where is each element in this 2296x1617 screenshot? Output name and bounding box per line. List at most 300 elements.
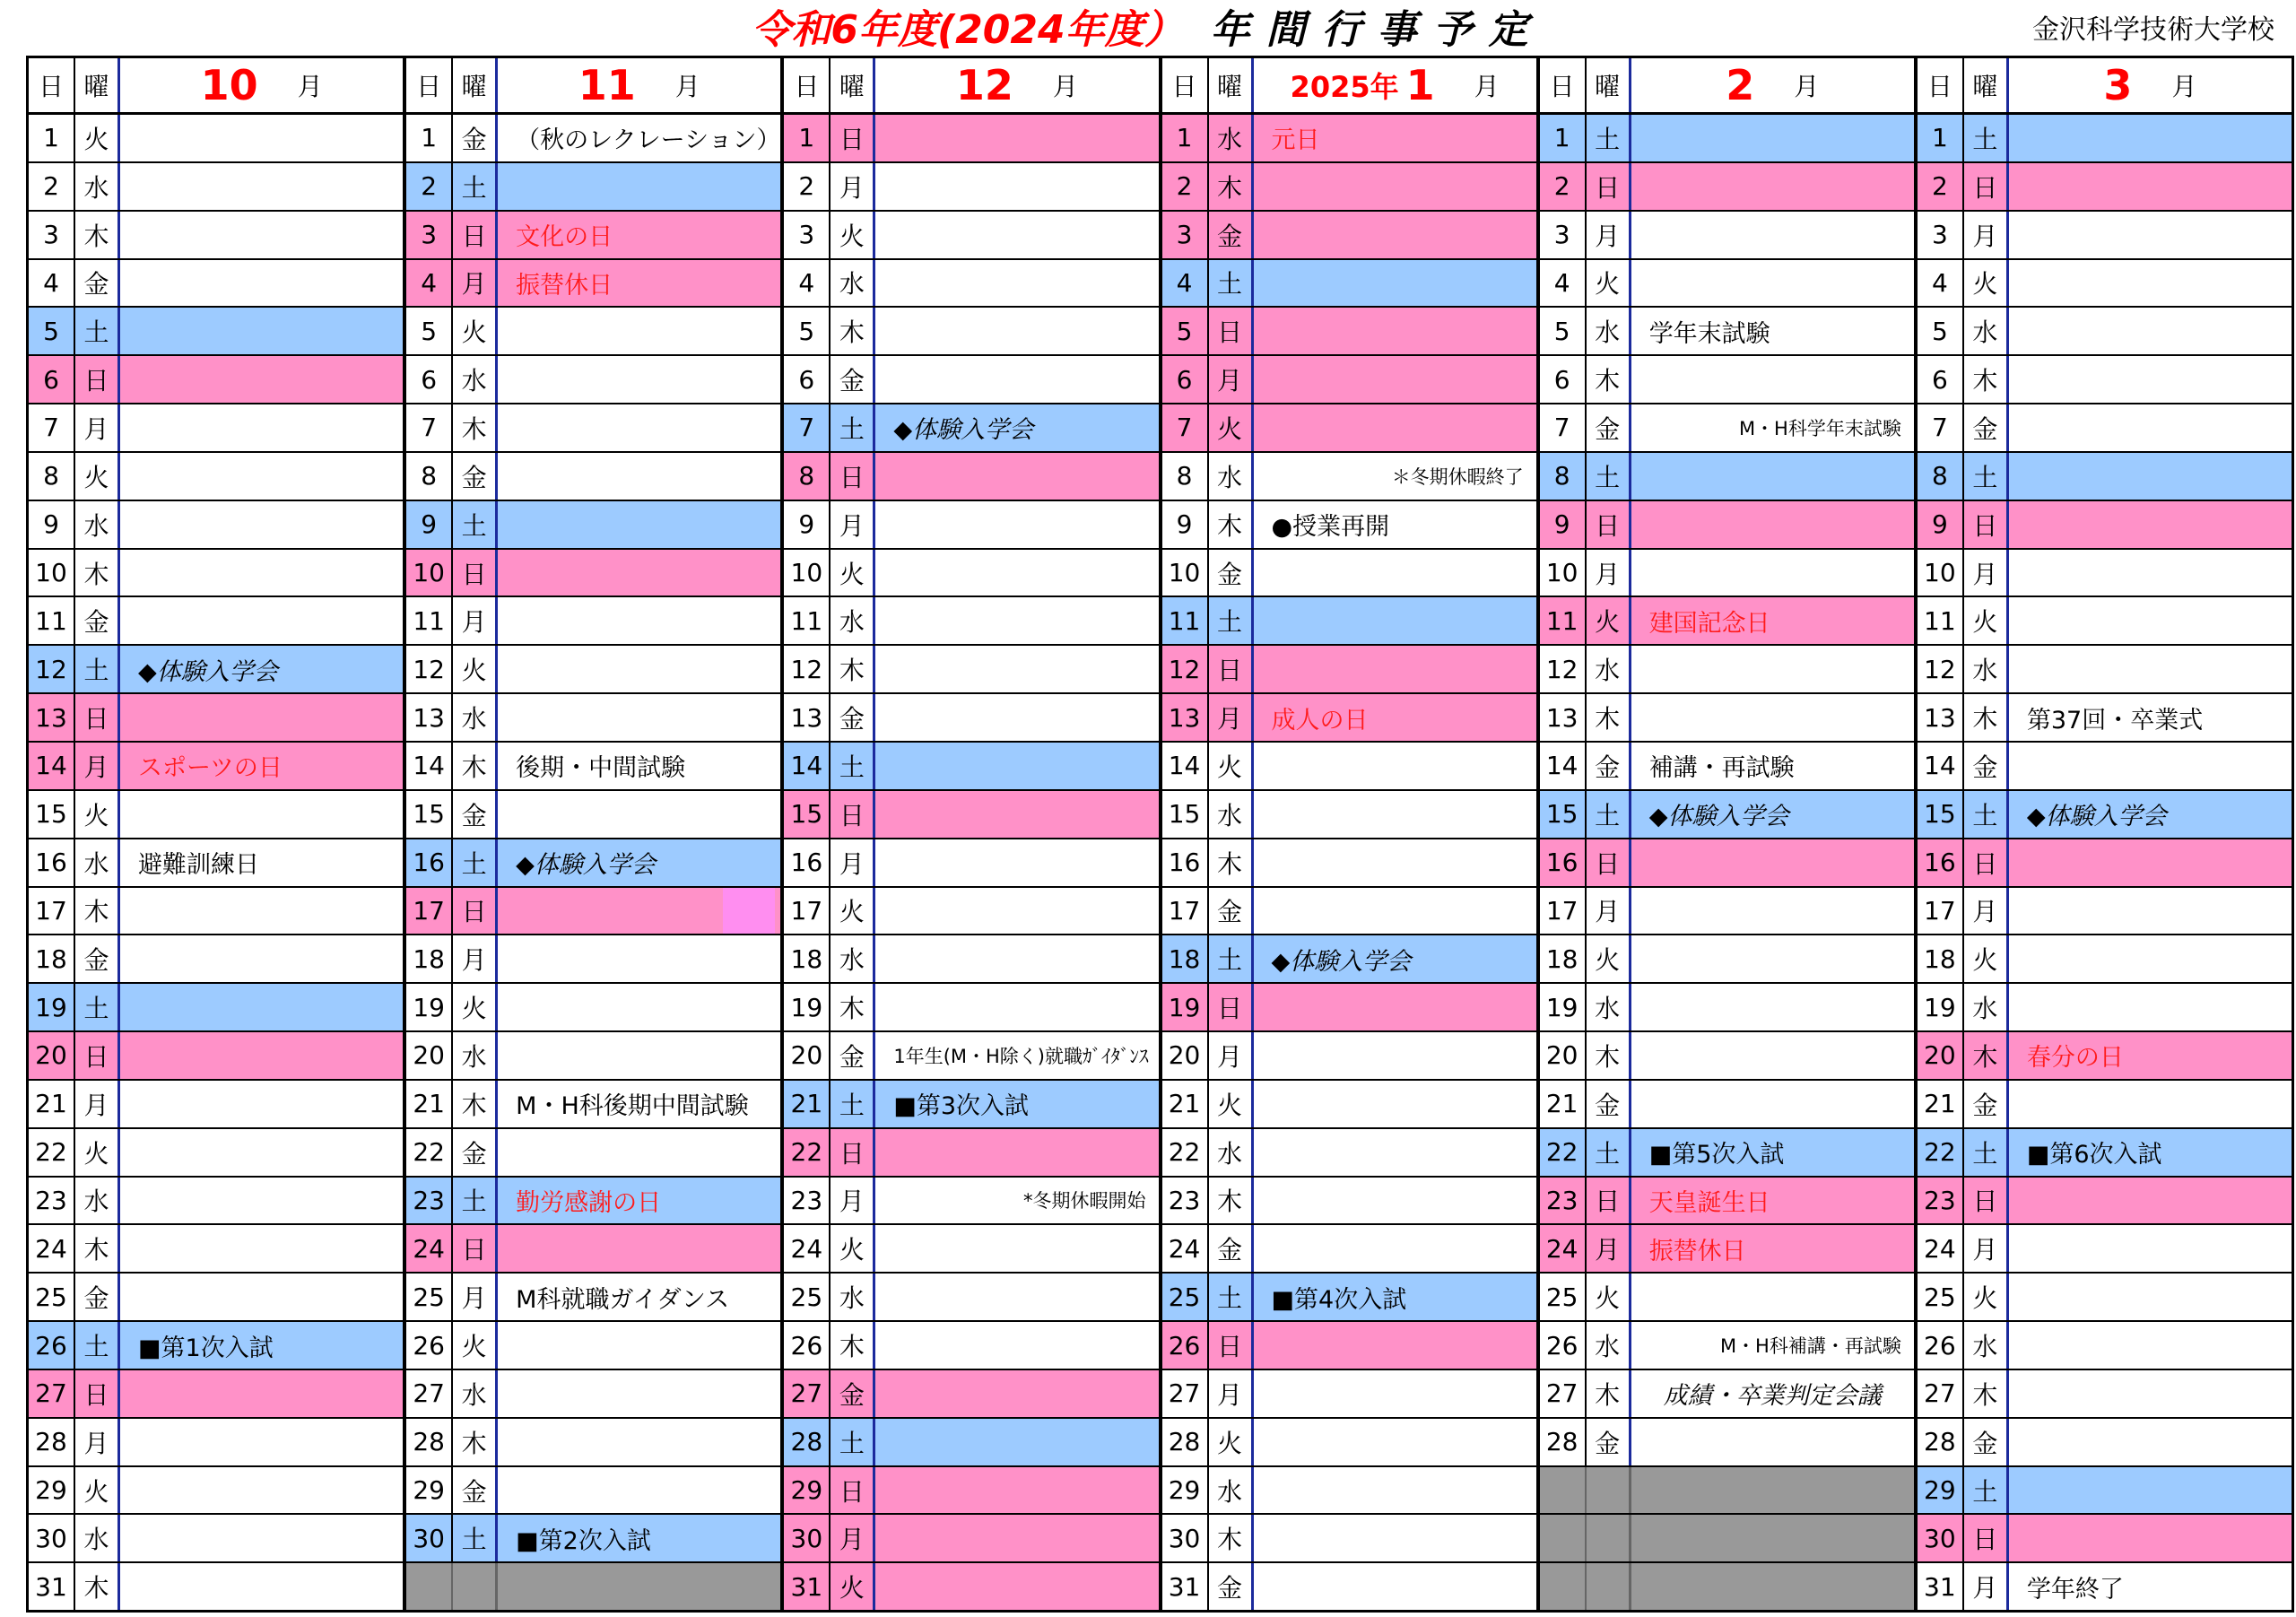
weekday-header: 曜 [1587,58,1631,112]
day-row [406,404,780,453]
event-cell [120,356,403,403]
day-number: 6 [406,356,453,403]
event-cell [1254,839,1536,886]
weekday: 金 [453,1129,498,1176]
event-text: M・H科後期中間試験 [516,1092,749,1121]
day-row [406,984,780,1032]
weekday: 日 [1587,1178,1631,1224]
day-number: 30 [784,1515,831,1561]
weekday: 火 [1209,743,1254,789]
event-cell [120,1370,403,1417]
day-number: 20 [1540,1032,1587,1079]
day-number [1540,1467,1587,1514]
weekday: 日 [1209,308,1254,354]
weekday: 木 [1964,1370,2009,1417]
day-row [406,501,780,550]
day-row [29,646,403,694]
weekday: 日 [1209,1322,1254,1369]
event-cell [875,1032,1158,1079]
day-row [406,888,780,936]
weekday: 土 [1964,453,2009,500]
day-number: 25 [1162,1274,1209,1320]
day-row [784,1178,1158,1226]
day-number: 13 [1162,694,1209,741]
event-cell [1254,356,1536,403]
day-row [406,115,780,163]
day-number: 29 [1162,1467,1209,1514]
day-row [1540,1225,1914,1274]
day-row [406,743,780,791]
day-number: 26 [29,1322,75,1369]
event-cell [1254,404,1536,451]
day-number: 12 [1162,646,1209,692]
event-cell [2009,1419,2292,1465]
day-number: 24 [406,1225,453,1272]
day-number: 27 [29,1370,75,1417]
event-cell [1254,1225,1536,1272]
event-cell [120,1515,403,1561]
weekday: 日 [1964,1178,2009,1224]
weekday: 月 [75,1081,120,1127]
month-title [120,58,403,112]
day-number: 18 [406,935,453,982]
weekday: 月 [1587,888,1631,935]
day-row [1162,1032,1536,1081]
day-number: 31 [1918,1563,1964,1610]
event-cell [120,1274,403,1320]
event-text: スポーツの日 [138,754,283,783]
month-number: 2 [1726,61,1755,109]
day-row [406,1032,780,1081]
weekday: 月 [1209,1370,1254,1417]
event-cell [2009,597,2292,644]
day-row [29,888,403,936]
day-row [1918,1032,2292,1081]
day-row [1162,212,1536,260]
event-cell [498,404,780,451]
weekday: 水 [75,163,120,210]
event-cell [1254,115,1536,161]
event-text: ■第5次入試 [1648,1141,1785,1169]
event-text: 建国記念日 [1648,609,1770,638]
month-title [875,58,1158,112]
event-cell [1631,1129,1914,1176]
weekday: 火 [1964,597,2009,644]
weekday: 日 [453,550,498,596]
day-number: 27 [1162,1370,1209,1417]
weekday: 木 [453,404,498,451]
day-row [29,935,403,984]
weekday: 木 [1964,356,2009,403]
event-cell [498,694,780,741]
event-cell [120,791,403,838]
weekday: 水 [1209,791,1254,838]
weekday: 月 [75,743,120,789]
day-row [784,501,1158,550]
month-number: 1 [1405,61,1435,109]
weekday: 木 [831,984,875,1030]
event-cell [498,115,780,161]
day-row [784,935,1158,984]
event-cell [1254,1370,1536,1417]
event-cell [2009,1129,2292,1176]
day-row [1162,791,1536,839]
day-row [1918,791,2292,839]
day-row [406,694,780,743]
day-row [1918,984,2292,1032]
day-number [1540,1563,1587,1610]
weekday: 土 [75,646,120,692]
day-number: 5 [784,308,831,354]
day-number: 28 [1918,1419,1964,1465]
month-header [29,58,403,115]
day-number: 5 [1162,308,1209,354]
event-cell [1631,646,1914,692]
weekday: 金 [1587,1419,1631,1465]
event-cell [875,743,1158,789]
day-row [1918,743,2292,791]
event-cell [2009,1322,2292,1369]
event-cell [2009,888,2292,935]
event-text: （秋のレクレーション） [516,126,781,155]
day-row [784,1322,1158,1370]
day-row [406,453,780,501]
day-row [406,839,780,888]
day-row [1162,1515,1536,1563]
day-row [784,597,1158,646]
day-row [1162,260,1536,309]
day-row [1540,1129,1914,1178]
month-title [498,58,780,112]
event-cell [875,404,1158,451]
event-cell [498,1515,780,1561]
title-fiscal-year: 令和6年度(2024年度） [752,7,1184,53]
weekday: 木 [75,1225,120,1272]
event-cell [1254,1515,1536,1561]
event-text: 学年末試験 [1648,319,1770,348]
weekday: 火 [1964,935,2009,982]
weekday: 土 [75,984,120,1030]
day-header: 日 [1162,58,1209,112]
event-cell [1631,404,1914,451]
weekday: 月 [1209,356,1254,403]
day-row [1918,115,2292,163]
event-text: ■第1次入試 [138,1334,274,1362]
day-row [1540,308,1914,356]
day-row [406,935,780,984]
day-number: 6 [1918,356,1964,403]
event-cell [1254,1563,1536,1610]
weekday: 木 [453,1081,498,1127]
weekday: 日 [1964,163,2009,210]
weekday: 水 [75,1515,120,1561]
event-cell [498,646,780,692]
weekday: 月 [831,839,875,886]
day-row [1162,694,1536,743]
day-row [1918,1467,2292,1516]
day-number: 11 [29,597,75,644]
day-row [406,1467,780,1516]
day-row [1918,501,2292,550]
day-number: 7 [29,404,75,451]
day-row [1918,1178,2292,1226]
event-cell [2009,453,2292,500]
day-number: 4 [29,260,75,307]
weekday: 日 [1587,163,1631,210]
event-cell [120,935,403,982]
month-column [29,58,406,1610]
weekday: 日 [75,694,120,741]
event-cell [498,1225,780,1272]
event-text: 振替休日 [1648,1237,1746,1265]
weekday: 木 [1209,163,1254,210]
day-row [29,1563,403,1610]
event-cell [2009,260,2292,307]
month-header [1540,58,1914,115]
day-number: 24 [1162,1225,1209,1272]
month-number: 3 [2103,61,2133,109]
event-cell [1631,1563,1914,1610]
weekday: 金 [1964,1419,2009,1465]
empty-day-row [1540,1467,1914,1516]
weekday: 火 [453,984,498,1030]
weekday: 火 [831,1225,875,1272]
day-row [784,1274,1158,1322]
event-cell [120,453,403,500]
event-cell [120,163,403,210]
weekday: 火 [453,1322,498,1369]
day-row [1540,1032,1914,1081]
day-number: 12 [1918,646,1964,692]
day-row [1162,1081,1536,1129]
weekday: 水 [1209,115,1254,161]
event-cell [498,597,780,644]
weekday: 水 [1587,1322,1631,1369]
day-row [406,1419,780,1467]
event-cell [498,1370,780,1417]
day-row [784,260,1158,309]
weekday-header: 曜 [1209,58,1254,112]
day-row [29,453,403,501]
event-cell [498,501,780,548]
month-column [1918,58,2292,1610]
month-days [406,115,780,1610]
day-number: 23 [1540,1178,1587,1224]
weekday: 火 [75,1129,120,1176]
event-cell [1631,935,1914,982]
event-text: 第37回・卒業式 [2026,706,2204,735]
day-number: 15 [1540,791,1587,838]
day-number: 24 [1540,1225,1587,1272]
day-number: 10 [406,550,453,596]
day-row [1918,163,2292,212]
weekday [1587,1467,1631,1514]
event-cell [2009,404,2292,451]
weekday: 金 [1587,743,1631,789]
weekday: 火 [1209,1081,1254,1127]
weekday [453,1563,498,1610]
weekday: 日 [1587,501,1631,548]
event-cell [875,260,1158,307]
day-header: 日 [406,58,453,112]
day-number: 11 [406,597,453,644]
event-cell [1254,212,1536,258]
day-number: 21 [1540,1081,1587,1127]
weekday: 金 [1209,212,1254,258]
day-row [1540,1322,1914,1370]
annual-calendar-grid [26,56,2294,1613]
weekday: 土 [453,1515,498,1561]
day-number: 21 [784,1081,831,1127]
day-number: 26 [1162,1322,1209,1369]
event-cell [120,1129,403,1176]
day-row [1918,1081,2292,1129]
day-row [1918,935,2292,984]
day-number: 25 [784,1274,831,1320]
day-row [1540,694,1914,743]
month-header [406,58,780,115]
event-cell [2009,839,2292,886]
day-row [29,163,403,212]
event-cell [498,1467,780,1514]
day-number: 15 [1918,791,1964,838]
weekday: 土 [1964,1467,2009,1514]
event-text: 元日 [1271,126,1320,155]
day-row [784,404,1158,453]
day-number: 25 [1540,1274,1587,1320]
weekday: 木 [1587,1032,1631,1079]
weekday: 火 [1587,260,1631,307]
day-number: 13 [784,694,831,741]
day-row [1540,839,1914,888]
day-row [1918,212,2292,260]
day-number [1540,1515,1587,1561]
day-row [29,1225,403,1274]
event-cell [1631,550,1914,596]
month-column [406,58,784,1610]
day-number: 8 [1540,453,1587,500]
weekday: 金 [1587,404,1631,451]
day-number: 22 [29,1129,75,1176]
event-cell [1254,308,1536,354]
day-number: 27 [406,1370,453,1417]
day-row [1162,646,1536,694]
day-row [1162,1370,1536,1419]
event-cell [875,115,1158,161]
day-row [29,115,403,163]
event-cell [875,791,1158,838]
event-cell [1254,1081,1536,1127]
day-row [1540,115,1914,163]
day-number: 9 [1918,501,1964,548]
weekday: 水 [1587,984,1631,1030]
day-number: 7 [1918,404,1964,451]
weekday [1587,1515,1631,1561]
day-number: 28 [406,1419,453,1465]
day-row [406,1370,780,1419]
event-cell [1631,597,1914,644]
day-number: 19 [1918,984,1964,1030]
day-row [29,501,403,550]
day-row [29,1515,403,1563]
event-text: 後期・中間試験 [516,754,686,783]
day-number: 1 [1162,115,1209,161]
day-number: 11 [1162,597,1209,644]
day-number: 10 [1540,550,1587,596]
day-number: 8 [1162,453,1209,500]
event-cell [120,1032,403,1079]
day-number: 20 [29,1032,75,1079]
day-number: 2 [784,163,831,210]
event-cell [875,1274,1158,1320]
weekday: 日 [1587,839,1631,886]
weekday: 水 [1964,984,2009,1030]
day-row [406,1274,780,1322]
weekday-header: 曜 [453,58,498,112]
event-cell [875,839,1158,886]
weekday: 月 [75,1419,120,1465]
weekday: 木 [1209,501,1254,548]
event-cell [875,1129,1158,1176]
event-cell [1631,694,1914,741]
day-number: 1 [784,115,831,161]
day-number: 8 [1918,453,1964,500]
event-cell [875,453,1158,500]
day-row [1540,646,1914,694]
event-cell [2009,356,2292,403]
event-cell [498,1129,780,1176]
event-cell [2009,115,2292,161]
month-days [29,115,403,1610]
month-column [1540,58,1918,1610]
day-row [1540,501,1914,550]
event-cell [498,1419,780,1465]
event-cell [498,1032,780,1079]
day-row [1540,984,1914,1032]
day-row [1162,356,1536,404]
weekday: 日 [831,1129,875,1176]
day-number: 10 [29,550,75,596]
weekday: 日 [453,1225,498,1272]
weekday: 木 [1209,1178,1254,1224]
day-number: 23 [29,1178,75,1224]
day-number: 29 [406,1467,453,1514]
day-row [784,888,1158,936]
weekday: 日 [75,356,120,403]
day-number: 22 [1162,1129,1209,1176]
weekday: 日 [1964,501,2009,548]
day-number: 2 [29,163,75,210]
day-number: 2 [406,163,453,210]
month-days [1918,115,2292,1610]
event-cell [498,1178,780,1224]
month-header [1162,58,1536,115]
day-row [1162,115,1536,163]
day-number: 29 [1918,1467,1964,1514]
day-number: 28 [29,1419,75,1465]
weekday: 木 [75,1563,120,1610]
day-row [784,212,1158,260]
day-number: 14 [1918,743,1964,789]
weekday: 月 [1587,212,1631,258]
weekday: 土 [1964,791,2009,838]
weekday: 日 [1209,646,1254,692]
day-row [1540,1274,1914,1322]
day-number: 17 [406,888,453,935]
weekday: 月 [453,597,498,644]
event-cell [875,1081,1158,1127]
day-row [406,163,780,212]
